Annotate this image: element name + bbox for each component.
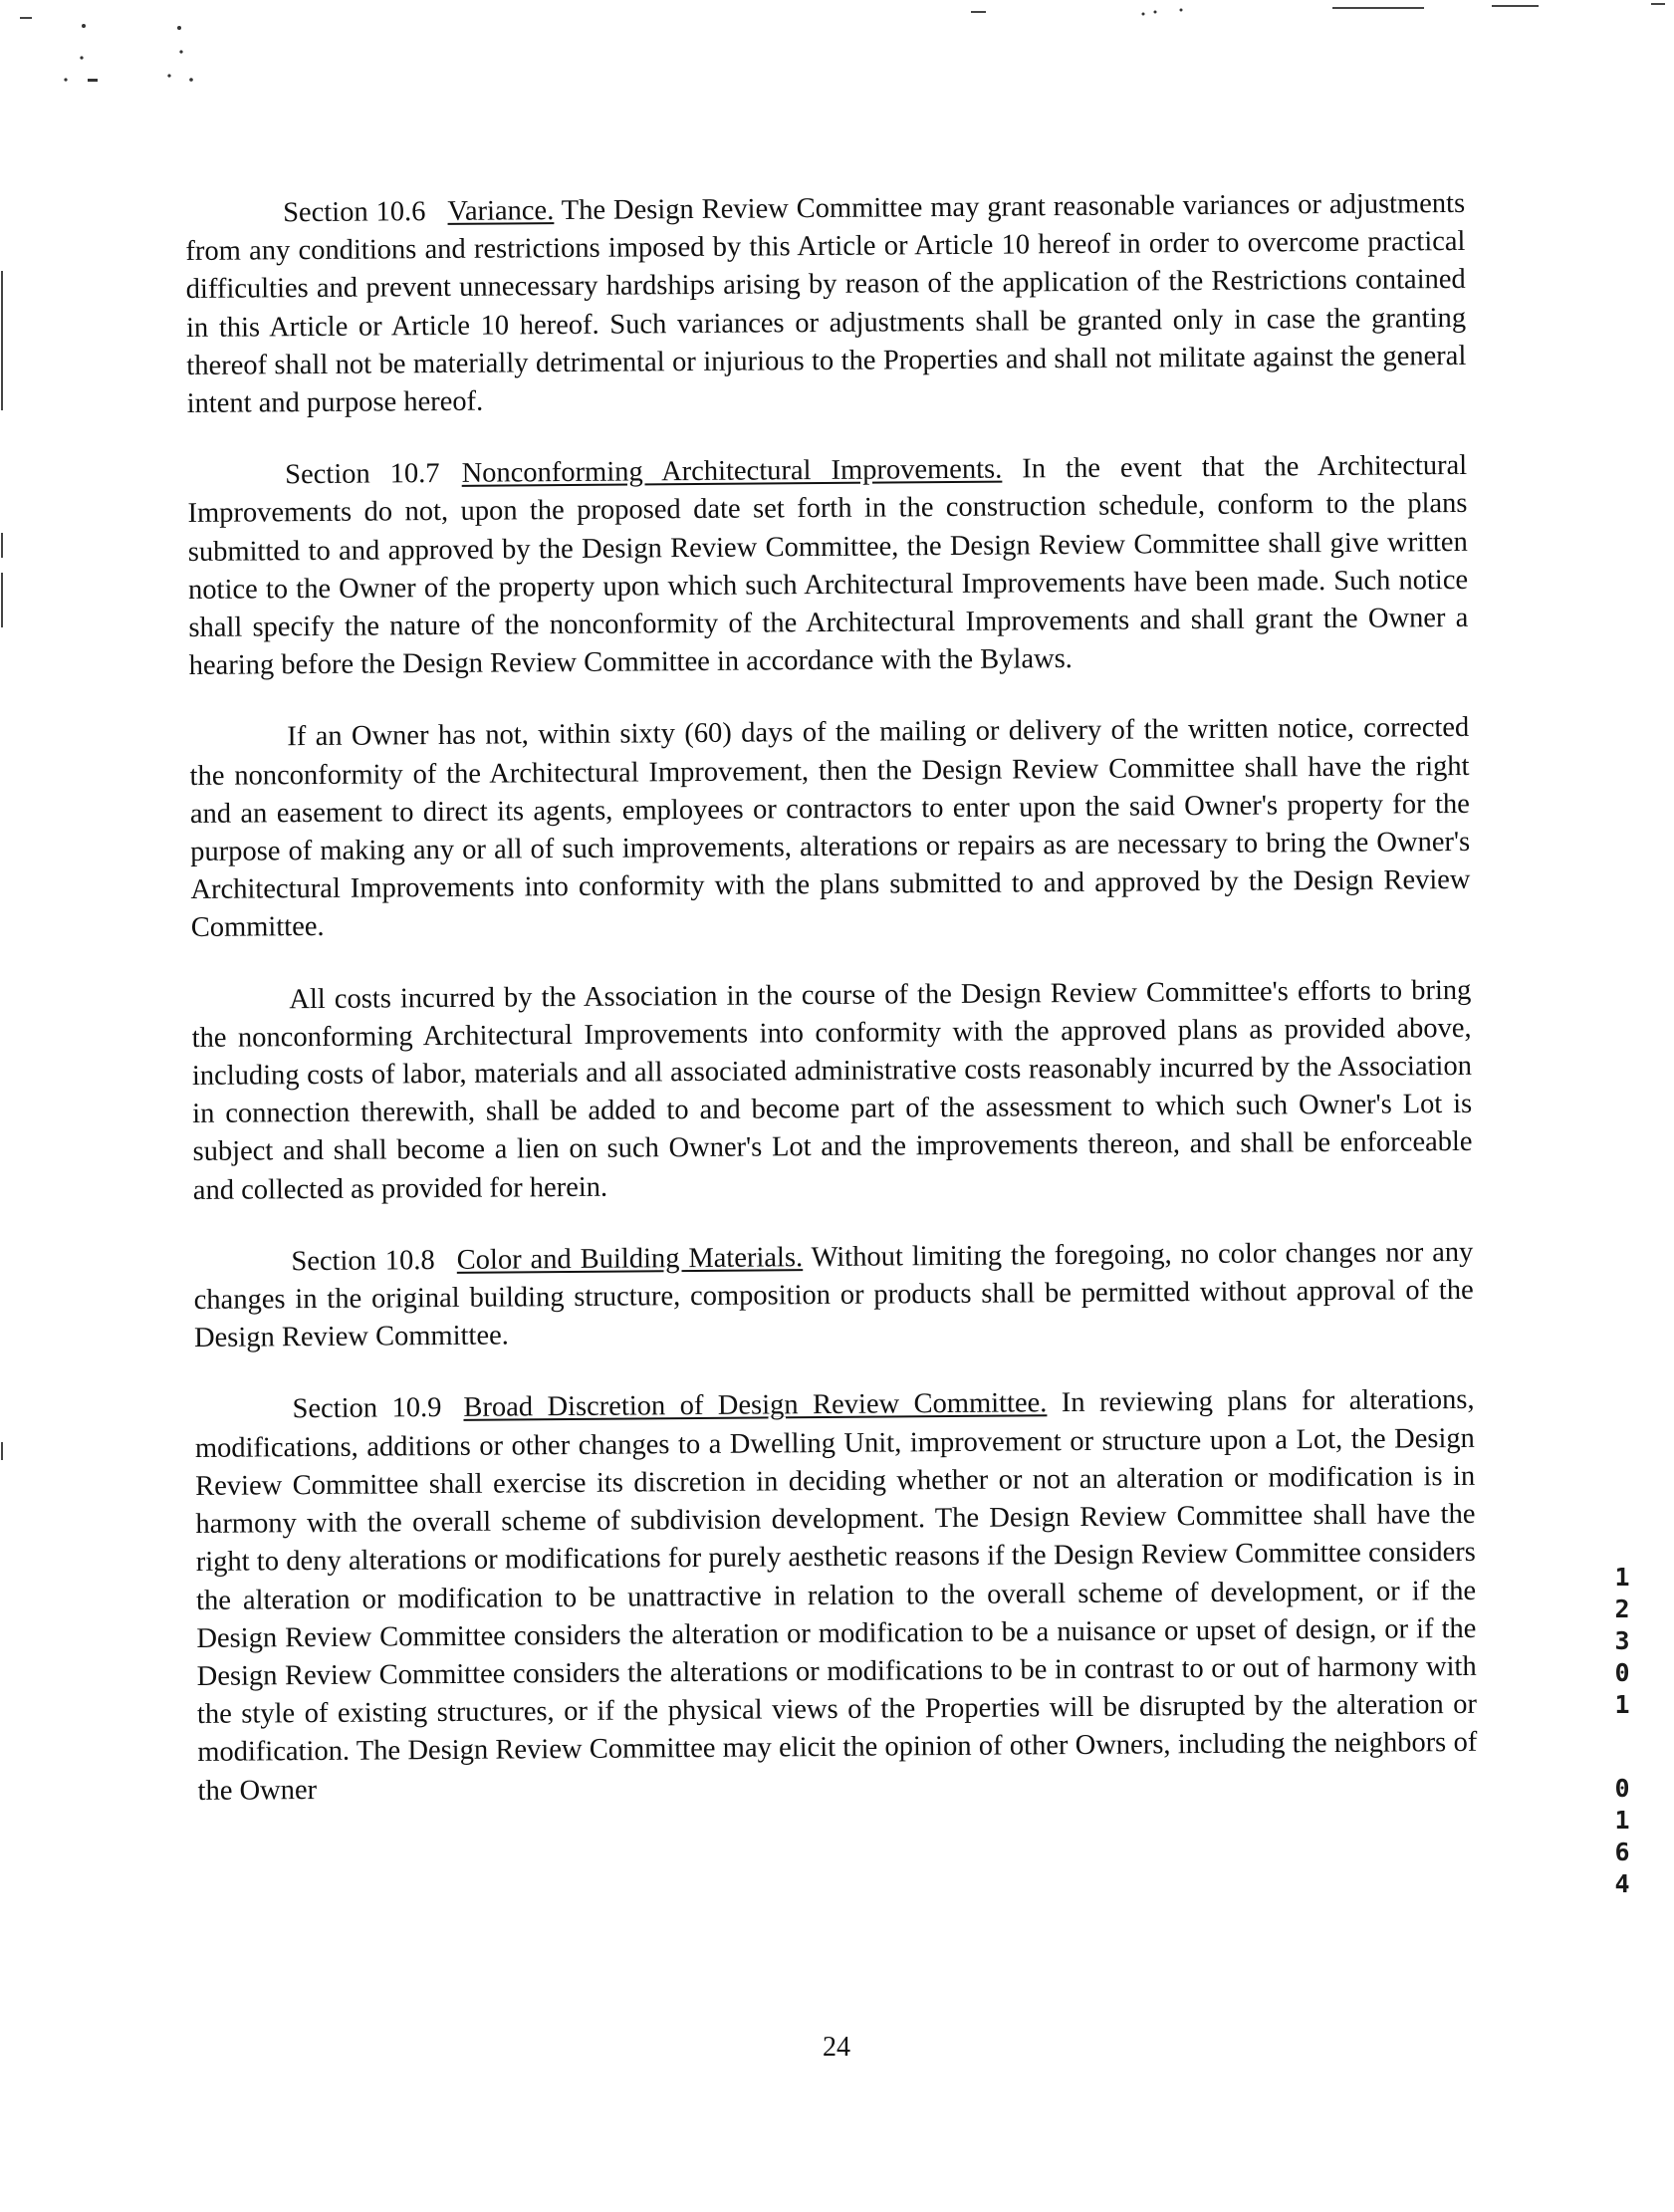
- section-text: Without limiting the foregoing, no color changes nor any changes in the original building structure, composition or products shall be permitted without approval of the Design Review Committee.: [193, 1236, 1474, 1354]
- section-10-8-paragraph: [193, 1234, 1474, 1358]
- section-text: In the event that the Architectural Improvements do not, upon the proposed date set forth in the construction schedule, conform to the plans submitted to and approved by the Design Review Committee, the Design Review Committee shall give written notice to the Owner of the property upon which such Architectural Improvements have been made. Such notice shall specify the nature of the nonconformity of the Architectural Improvements and shall grant the Owner a hearing before the Design Review Committee in accordance with the Bylaws.: [187, 450, 1469, 682]
- stamp-digit: 1: [1614, 1690, 1630, 1719]
- stamp-digit: 6: [1614, 1838, 1630, 1866]
- section-number: Section 10.7: [285, 458, 440, 491]
- document-body: [185, 185, 1478, 1844]
- stamp-digit: 2: [1614, 1595, 1630, 1623]
- section-text: The Design Review Committee may grant reasonable variances or adjustments from any conditions and restrictions imposed by this Article or Article 10 hereof in order to overcome practical difficulties and prevent unnecessary hardships arising by reason of the application of the Restrictions contained in this Article or Article 10 hereof. Such variances or adjustments shall be granted only in case the granting thereof shall not be materially detrimental or injurious to the Properties and shall not militate against the general intent and purpose hereof.: [185, 187, 1467, 420]
- stamp-digit: 0: [1614, 1774, 1630, 1803]
- stamp-digit: 0: [1614, 1658, 1630, 1687]
- stamp-digit: 4: [1614, 1869, 1630, 1898]
- stamp-digit: 1: [1614, 1563, 1630, 1592]
- paragraph-text: All costs incurred by the Association in the course of the Design Review Committee's efforts to bring the nonconforming Architectural Improvements into conformity with the approved plans as provided above, including costs of labor, materials and all associated administrative costs reasonably incurred by the Association in connection therewith, shall be added to and become part of the assessment to which such Owner's Lot is subject and shall become a lien on such Owner's Lot and the improvements thereon, and shall be enforceable and collected as provided for herein.: [191, 974, 1473, 1206]
- stamp-digit: 3: [1614, 1626, 1630, 1655]
- stamp-digit: 1: [1614, 1806, 1630, 1835]
- stamp-gap: [1607, 1721, 1637, 1773]
- section-title: Color and Building Materials.: [456, 1242, 804, 1276]
- section-title: Nonconforming Architectural Improvements.: [461, 453, 1003, 490]
- section-10-6-paragraph: [185, 185, 1467, 423]
- section-number: Section 10.6: [283, 196, 426, 229]
- section-number: Section 10.9: [292, 1392, 442, 1425]
- section-title: Broad Discretion of Design Review Committee.: [463, 1387, 1048, 1424]
- section-10-7-paragraph: [187, 447, 1469, 685]
- section-text: In reviewing plans for alterations, modifications, additions or other changes to a Dwelling Unit, improvement or structure upon a Lot, the Design Review Committee shall exercise its discretion in deciding whether or not an alteration or modification is in harmony with the overall scheme of subdivision development. The Design Review Committee shall have the right to deny alterations or modifications for purely aesthetic reasons if the Design Review Committee considers the alteration or modification to be unattractive in relation to the overall scheme of development, or if the Design Review Committee considers the alteration or modification to be a nuisance or upset of design, or if the Design Review Committee considers the alterations or modifications to be in contrast to or out of harmony with the style of existing structures, or if the physical views of the Properties will be disrupted by the alteration or modification. The Design Review Committee may elicit the opinion of other Owners, including the neighbors of the Owner: [194, 1384, 1478, 1807]
- recording-stamp: [1607, 1562, 1637, 1900]
- section-title: Variance.: [447, 195, 555, 227]
- owner-notice-paragraph: [189, 709, 1471, 947]
- section-10-9-paragraph: [194, 1381, 1477, 1810]
- page-number: 24: [823, 2032, 850, 2063]
- costs-paragraph: [191, 972, 1473, 1210]
- paragraph-text: If an Owner has not, within sixty (60) days of the mailing or delivery of the written notice, corrected the nonconformity of the Architectural Improvement, then the Design Review Committee shall have the right and an easement to direct its agents, employees or contractors to enter upon the said Owner's property for the purpose of making any or all of such improvements, alterations or repairs as are necessary to bring the Owner's Architectural Improvements into conformity with the plans submitted to and approved by the Design Review Committee.: [189, 712, 1471, 944]
- section-number: Section 10.8: [291, 1244, 435, 1278]
